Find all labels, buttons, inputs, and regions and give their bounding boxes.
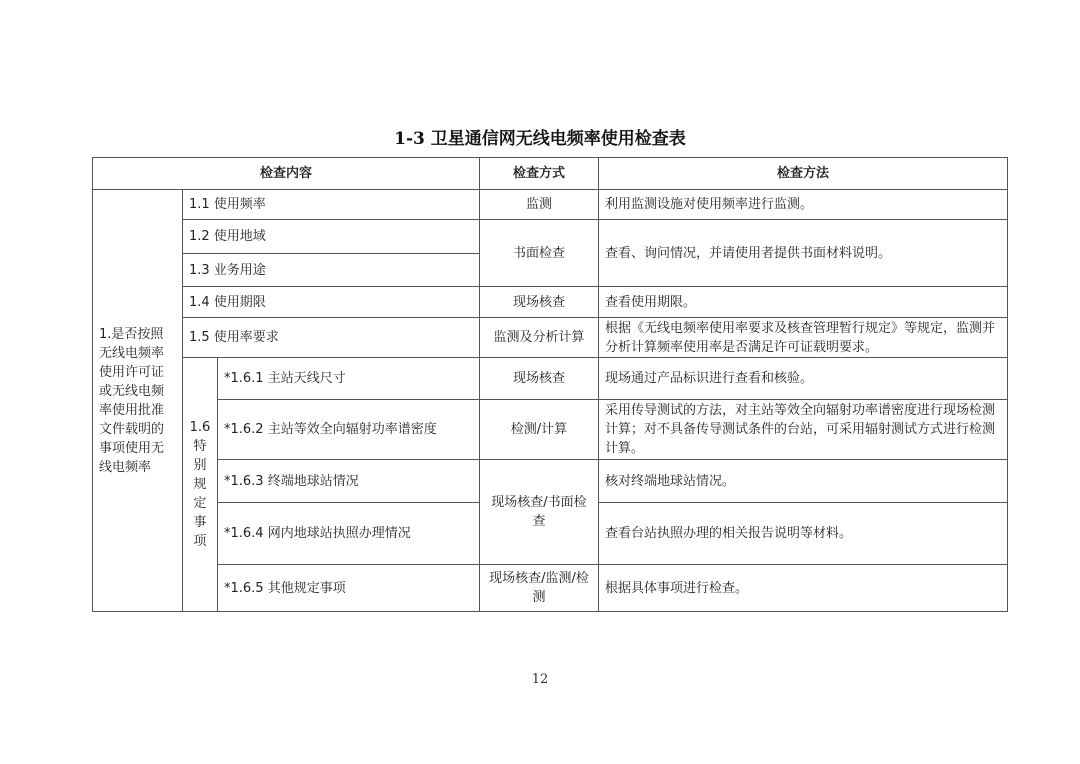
header-mode: 检查方式	[480, 158, 599, 190]
header-method: 检查方法	[599, 158, 1008, 190]
method-cell: 查看台站执照办理的相关报告说明等材料。	[599, 503, 1008, 565]
mode-cell: 监测	[480, 190, 599, 220]
item-cell: 1.1 使用频率	[183, 190, 480, 220]
table-row	[93, 400, 1008, 460]
method-cell: 现场通过产品标识进行查看和核验。	[599, 358, 1008, 400]
item-cell: 1.5 使用率要求	[183, 318, 480, 358]
method-cell: 核对终端地球站情况。	[599, 460, 1008, 503]
section1-label: 1.是否按照无线电频率使用许可证或无线电频率使用批准文件载明的事项使用无线电频率	[93, 190, 183, 612]
method-cell: 根据具体事项进行检查。	[599, 565, 1008, 612]
mode-cell: 现场核查	[480, 358, 599, 400]
page-number: 12	[531, 672, 549, 687]
method-cell: 采用传导测试的方法，对主站等效全向辐射功率谱密度进行现场检测计算；对不具备传导测试条件的台站，可采用辐射测试方式进行检测计算。	[599, 400, 1008, 460]
item-cell: *1.6.1 主站天线尺寸	[218, 358, 480, 400]
mode-cell: 检测/计算	[480, 400, 599, 460]
item-cell: *1.6.2 主站等效全向辐射功率谱密度	[218, 400, 480, 460]
item-cell: 1.3 业务用途	[183, 254, 480, 287]
mode-cell: 现场核查/书面检查	[480, 460, 599, 565]
header-row	[93, 158, 1008, 190]
mode-cell: 书面检查	[480, 220, 599, 287]
table-row	[93, 460, 1008, 503]
table-row	[93, 287, 1008, 318]
section16-label: 1.6特别规定事项	[183, 358, 218, 612]
table-row	[93, 220, 1008, 254]
item-cell: *1.6.3 终端地球站情况	[218, 460, 480, 503]
method-cell: 利用监测设施对使用频率进行监测。	[599, 190, 1008, 220]
inspection-table	[92, 157, 1008, 612]
item-cell: 1.4 使用期限	[183, 287, 480, 318]
header-content: 检查内容	[93, 158, 480, 190]
method-cell: 查看、询问情况，并请使用者提供书面材料说明。	[599, 220, 1008, 287]
mode-cell: 监测及分析计算	[480, 318, 599, 358]
table-row	[93, 190, 1008, 220]
item-cell: 1.2 使用地域	[183, 220, 480, 254]
table-row	[93, 318, 1008, 358]
method-cell: 查看使用期限。	[599, 287, 1008, 318]
mode-cell: 现场核查/监测/检测	[480, 565, 599, 612]
item-cell: *1.6.4 网内地球站执照办理情况	[218, 503, 480, 565]
table-title: 1-3 卫星通信网无线电频率使用检查表	[394, 129, 686, 149]
item-cell: *1.6.5 其他规定事项	[218, 565, 480, 612]
mode-cell: 现场核查	[480, 287, 599, 318]
method-cell: 根据《无线电频率使用率要求及核查管理暂行规定》等规定，监测并分析计算频率使用率是否满足许可证载明要求。	[599, 318, 1008, 358]
table-row	[93, 358, 1008, 400]
table-row	[93, 565, 1008, 612]
